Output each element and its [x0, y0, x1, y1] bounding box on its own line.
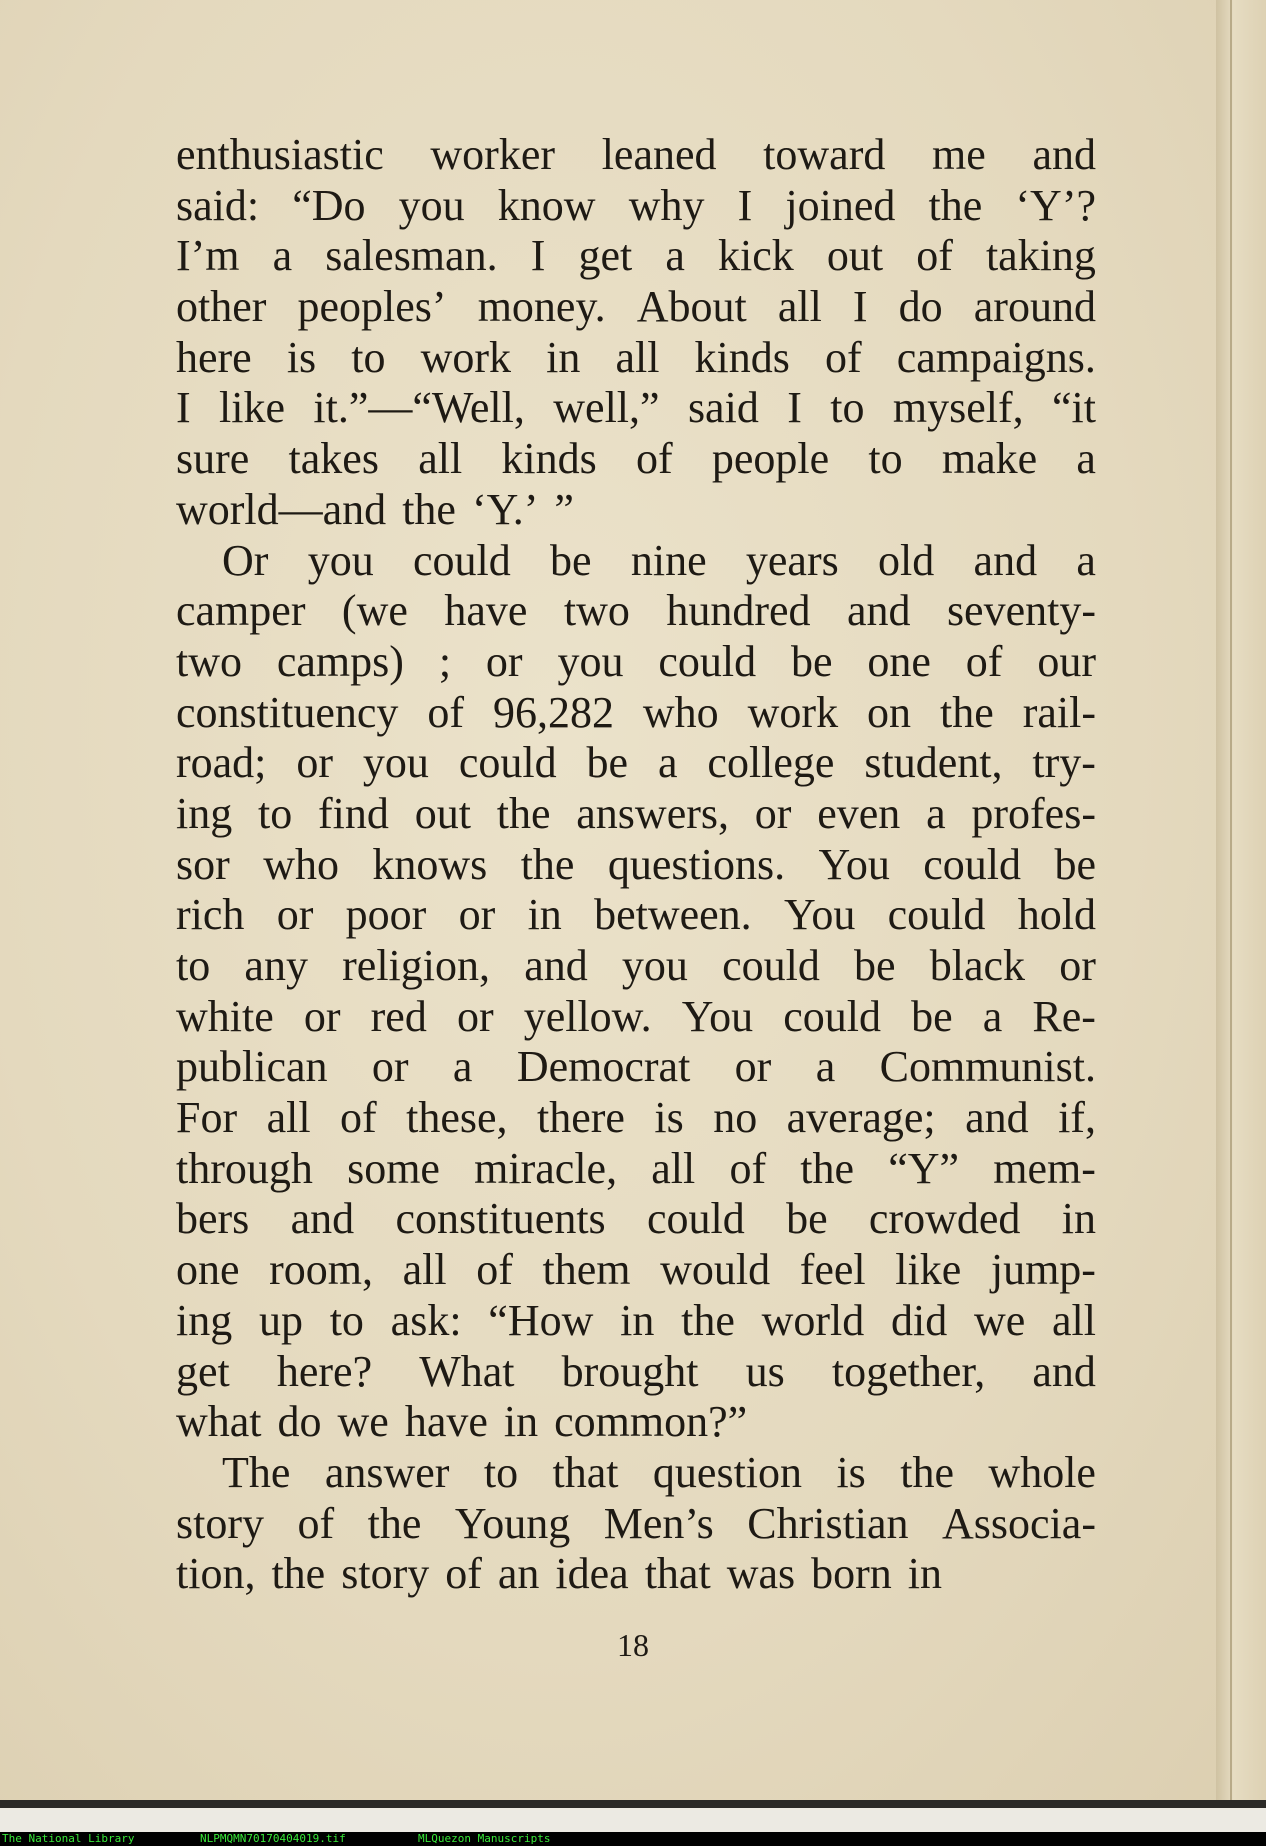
text-line: what do we have in common?”: [176, 1397, 748, 1447]
footer-library: The National Library: [2, 1832, 135, 1845]
text-line: For all of these, there is no average; and if,: [176, 1093, 1096, 1143]
text-line: I’m a salesman. I get a kick out of taking: [176, 231, 1096, 281]
text-line: other peoples’ money. About all I do around: [176, 282, 1096, 332]
text-line: rich or poor or in between. You could hold: [176, 890, 1096, 940]
text-line: story of the Young Men’s Christian Associa-: [176, 1498, 1096, 1548]
text-line: Or you could be nine years old and a: [222, 535, 1096, 585]
text-line: tion, the story of an idea that was born in: [176, 1549, 943, 1599]
text-line: through some miracle, all of the “Y” mem-: [176, 1143, 1096, 1193]
scan-footer-bar: [0, 1832, 1266, 1846]
text-line: publican or a Democrat or a Communist.: [176, 1042, 1096, 1092]
text-line: ing to find out the answers, or even a profes-: [176, 788, 1096, 838]
scan-margin: [0, 1808, 1266, 1832]
text-line: world—and the ‘Y.’ ”: [176, 484, 574, 534]
text-line: The answer to that question is the whole: [222, 1447, 1096, 1497]
text-line: camper (we have two hundred and seventy-: [176, 586, 1096, 636]
text-line: get here? What brought us together, and: [176, 1346, 1096, 1396]
text-line: to any religion, and you could be black or: [176, 941, 1096, 990]
page-number: 18: [617, 1627, 649, 1663]
text-line: road; or you could be a college student, try-: [176, 738, 1096, 788]
text-line: bers and constituents could be crowded in: [176, 1194, 1096, 1244]
text-line: enthusiastic worker leaned toward me and: [176, 130, 1096, 179]
text-line: white or red or yellow. You could be a Re-: [176, 991, 1096, 1041]
page-bottom-border: [0, 1800, 1266, 1808]
page-edge: [1216, 0, 1266, 1812]
text-line: sure takes all kinds of people to make a: [176, 434, 1096, 484]
footer-filename: NLPMQMN70170404019.tif: [200, 1832, 346, 1845]
text-line: sor who knows the questions. You could be: [176, 839, 1096, 889]
text-line: constituency of 96,282 who work on the rail-: [176, 687, 1096, 737]
text-line: here is to work in all kinds of campaigns.: [176, 332, 1096, 382]
footer-collection: MLQuezon Manuscripts: [418, 1832, 551, 1845]
text-line: two camps) ; or you could be one of our: [176, 636, 1096, 686]
text-line: one room, all of them would feel like jump-: [176, 1245, 1096, 1295]
page-edge-line: [1230, 0, 1232, 1812]
text-line: ing up to ask: “How in the world did we all: [176, 1295, 1096, 1345]
body-text: [176, 130, 1096, 1600]
text-line: I like it.”—“Well, well,” said I to myself, “it: [176, 383, 1096, 433]
text-line: said: “Do you know why I joined the ‘Y’?: [176, 180, 1096, 230]
